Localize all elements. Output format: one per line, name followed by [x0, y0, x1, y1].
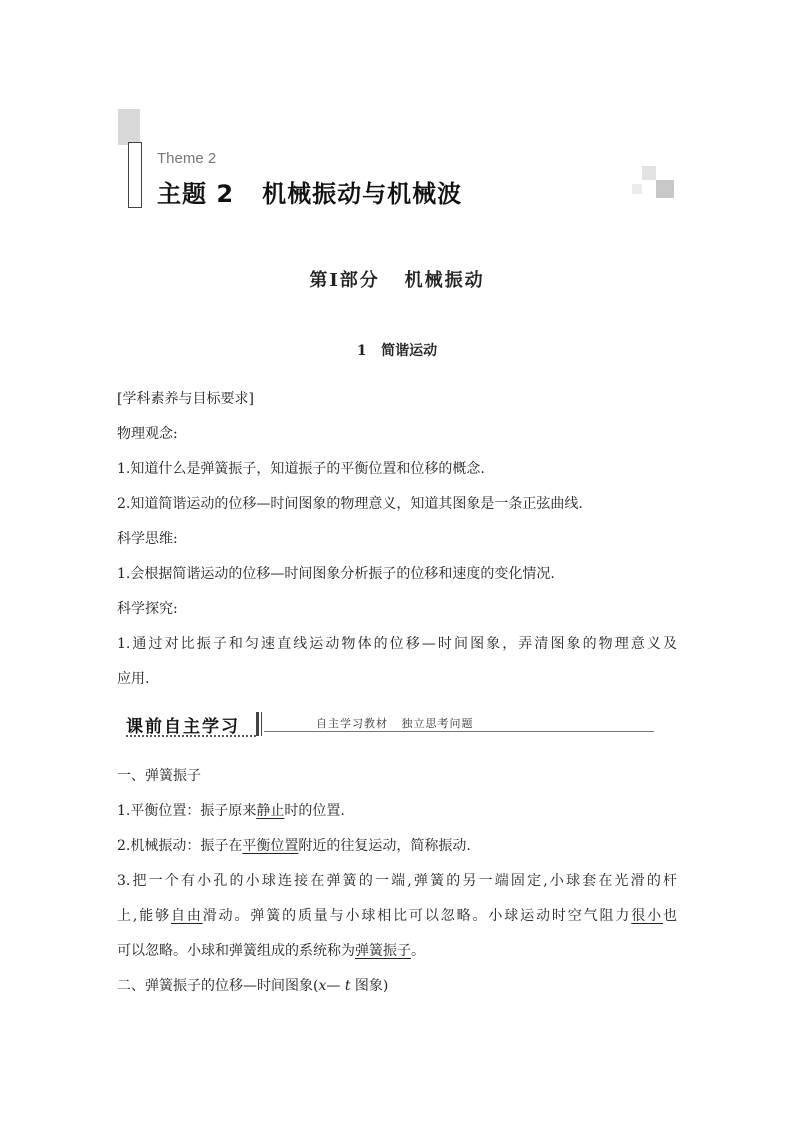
banner-divider — [261, 712, 262, 736]
part-title: 第Ⅰ部分 机械振动 — [309, 270, 485, 291]
decorative-square — [656, 180, 674, 198]
banner-divider — [256, 712, 259, 736]
content-paragraph — [117, 801, 345, 821]
content-paragraph — [117, 941, 425, 961]
theme-label: Theme 2 — [157, 150, 217, 167]
text-segment: 。 — [411, 943, 425, 959]
text-segment: 1.平衡位置：振子原来 — [117, 803, 257, 819]
decorative-frame — [128, 142, 142, 208]
math-variable: x — [318, 978, 327, 994]
content-heading: 一、弹簧振子 — [117, 768, 201, 784]
math-variable: t — [344, 978, 351, 994]
text-segment: 也 — [663, 908, 678, 924]
banner-subtitle: 自主学习教材 独立思考问题 — [316, 717, 474, 730]
content-paragraph: 3.把一个有小孔的小球连接在弹簧的一端,弹簧的另一端固定,小球套在光滑的杆 — [117, 873, 677, 889]
scientific-thinking-heading: 科学思维: — [117, 531, 178, 547]
text-segment: 可以忽略。小球和弹簧组成的系统称为 — [117, 943, 355, 959]
text-segment: 2.机械振动：振子在 — [117, 838, 243, 854]
text-segment: 上,能够 — [117, 908, 171, 924]
fill-in-answer: 静止 — [256, 803, 285, 819]
content-paragraph — [117, 906, 677, 926]
text-segment: 图象) — [350, 978, 389, 994]
scientific-inquiry-heading: 科学探究: — [117, 601, 178, 617]
banner-dotted-underline — [126, 735, 256, 737]
content-heading — [117, 976, 388, 996]
fill-in-answer: 自由 — [170, 908, 203, 924]
objective-item: 1.会根据简谐运动的位移—时间图象分析振子的位移和速度的变化情况. — [117, 566, 555, 582]
fill-in-answer: 弹簧振子 — [355, 943, 411, 959]
banner-title: 课前自主学习 — [126, 717, 240, 737]
text-segment: — — [326, 978, 345, 994]
decorative-square — [632, 184, 642, 194]
content-paragraph — [117, 836, 471, 856]
fill-in-answer: 平衡位置 — [242, 838, 299, 854]
text-segment: 滑动。弹簧的质量与小球相比可以忽略。小球运动时空气阻力 — [202, 908, 632, 924]
objective-item: 2.知道简谐运动的位移—时间图象的物理意义，知道其图象是一条正弦曲线. — [117, 496, 583, 512]
theme-title: 主题 2 机械振动与机械波 — [157, 180, 463, 208]
objectives-heading: [学科素养与目标要求] — [117, 391, 254, 407]
physics-concept-heading: 物理观念: — [117, 426, 178, 442]
section-banner — [120, 708, 654, 742]
text-segment: 二、弹簧振子的位移—时间图象( — [117, 978, 319, 994]
banner-rule — [264, 731, 654, 732]
decorative-square — [118, 109, 140, 145]
objective-item: 1.知道什么是弹簧振子，知道振子的平衡位置和位移的概念. — [117, 461, 485, 477]
objective-item-continued: 应用. — [117, 671, 150, 687]
objective-item: 1.通过对比振子和匀速直线运动物体的位移—时间图象，弄清图象的物理意义及 — [117, 636, 677, 652]
text-segment: 时的位置. — [284, 803, 345, 819]
fill-in-answer: 很小 — [631, 908, 664, 924]
section-title: 1 简谐运动 — [356, 343, 438, 359]
text-segment: 附近的往复运动，简称振动. — [298, 838, 471, 854]
decorative-square — [642, 166, 656, 180]
